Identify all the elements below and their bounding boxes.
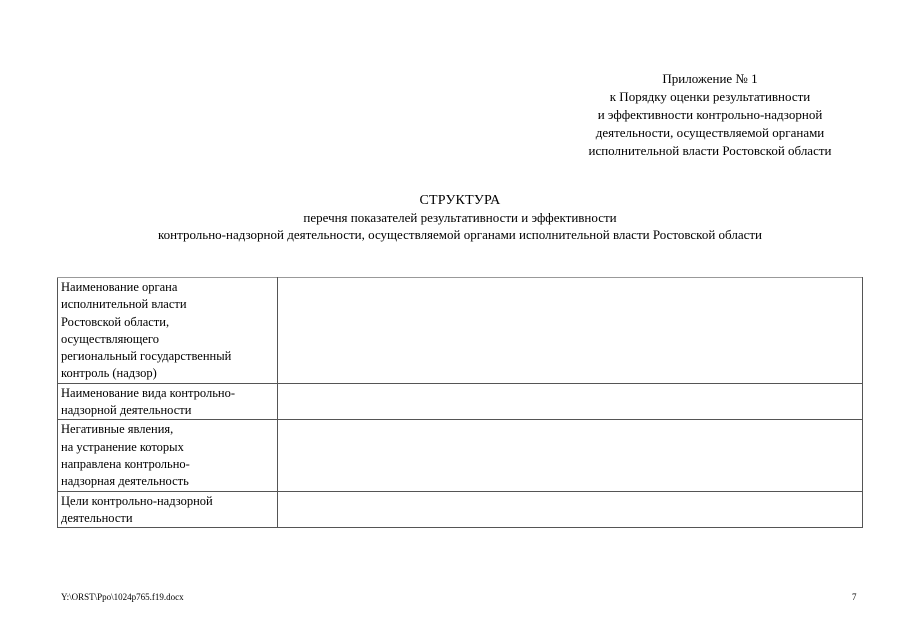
title-subtitle-1: перечня показателей результативности и эффективности	[303, 210, 617, 225]
row-value-cell[interactable]	[278, 420, 863, 491]
row-label	[58, 278, 278, 384]
label-line: Наименование вида контрольно-	[61, 385, 235, 400]
label-line: деятельности	[61, 510, 133, 525]
appendix-line: деятельности, осуществляемой органами	[595, 125, 825, 140]
label-line: надзорная деятельность	[61, 474, 189, 489]
row-value-cell[interactable]	[278, 383, 863, 420]
title-main: СТРУКТУРА	[419, 193, 501, 208]
label-line: направлена контрольно-	[61, 456, 190, 471]
footer-page-number: 7	[852, 592, 857, 602]
appendix-line: исполнительной власти Ростовской области	[588, 143, 832, 158]
table-row	[58, 491, 863, 528]
label-line: региональный государственный	[61, 349, 232, 364]
label-line: Цели контрольно-надзорной	[61, 493, 213, 508]
label-line: на устранение которых	[61, 439, 184, 454]
label-line: Наименование органа	[61, 280, 178, 294]
label-line: надзорной деятельности	[61, 403, 192, 418]
appendix-line: Приложение № 1	[662, 71, 758, 86]
document-title	[60, 192, 860, 243]
table-row	[58, 383, 863, 420]
table-row	[58, 278, 863, 384]
appendix-line: и эффективности контрольно-надзорной	[597, 107, 823, 122]
label-line: Негативные явления,	[61, 422, 174, 437]
appendix-line: к Порядку оценки результативности	[609, 89, 811, 104]
label-line: контроль (надзор)	[61, 366, 157, 381]
label-line: Ростовской области,	[61, 314, 170, 329]
appendix-header	[560, 70, 860, 160]
title-subtitle-2: контрольно-надзорной деятельности, осуществляемой органами исполнительной власти Ростовской области	[158, 227, 762, 242]
row-label	[58, 383, 278, 420]
label-line: исполнительной власти	[61, 297, 187, 312]
structure-table	[57, 277, 863, 528]
label-line: осуществляющего	[61, 331, 159, 346]
table-row	[58, 420, 863, 491]
row-label	[58, 491, 278, 528]
row-value-cell[interactable]	[278, 491, 863, 528]
row-value-cell[interactable]	[278, 278, 863, 384]
footer-file-path: Y:\ORST\Ppo\1024p765.f19.docx	[61, 592, 184, 602]
row-label	[58, 420, 278, 491]
